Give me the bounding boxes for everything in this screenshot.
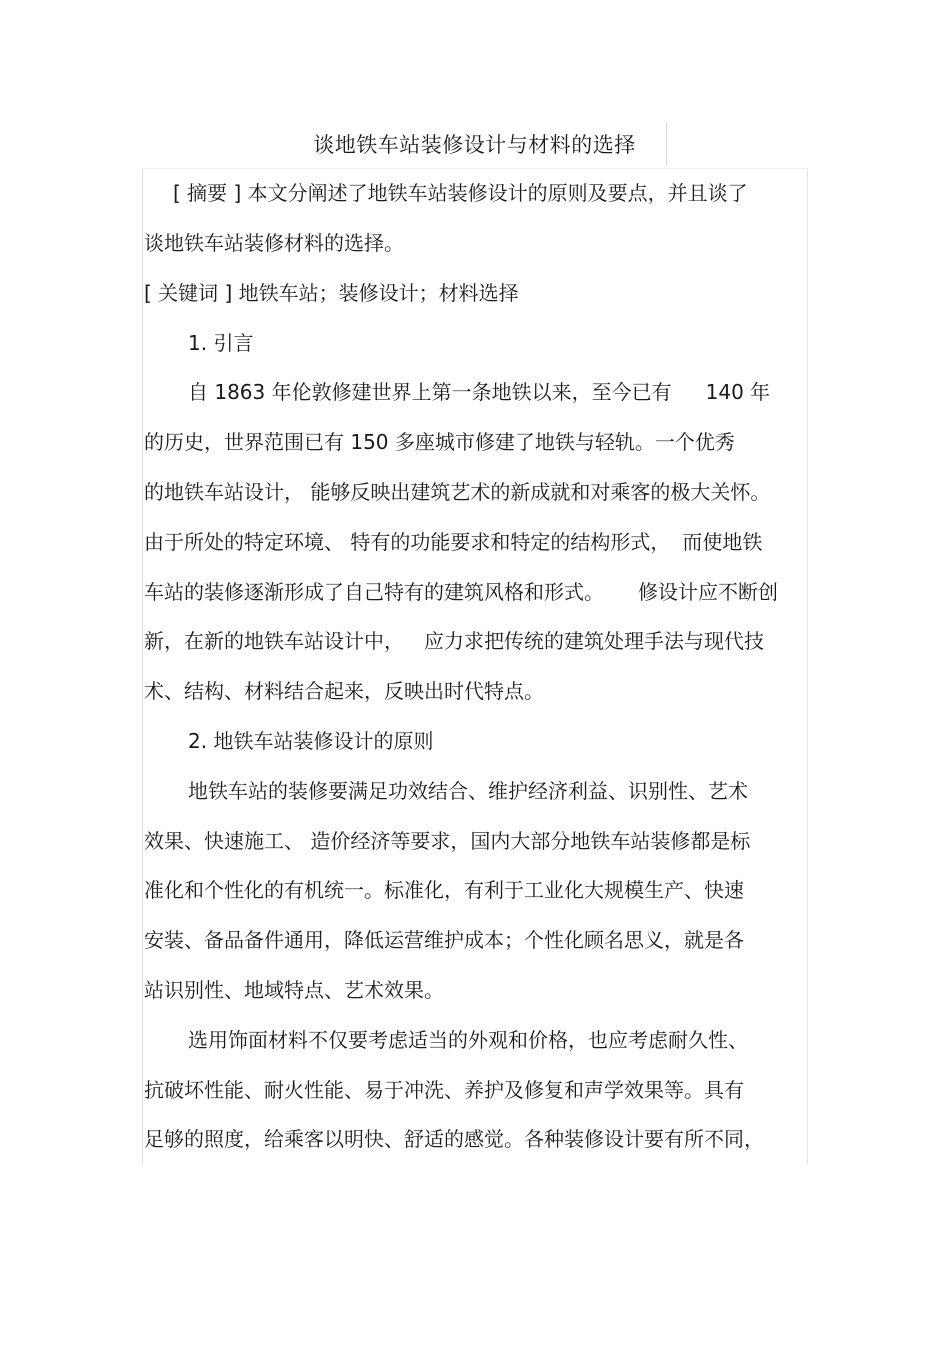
paragraph-text: 140 年: [705, 380, 771, 404]
paragraph-line: [144, 626, 764, 656]
paragraph-line: 选用饰面材料不仅要考虑适当的外观和价格，也应考虑耐久性、: [188, 1028, 748, 1052]
paragraph-line: 的历史，世界范围已有 150 多座城市修建了地铁与轻轨。一个优秀: [144, 430, 735, 454]
paragraph-text: 应力求把传统的建筑处理手法与现代技: [424, 629, 764, 653]
paragraph-line: 安装、备品备件通用，降低运营维护成本；个性化顾名思义，就是各: [144, 928, 744, 952]
paragraph-line: 准化和个性化的有机统一。标准化，有利于工业化大规模生产、快速: [144, 878, 744, 902]
paragraph-text: 而使地铁: [682, 530, 763, 554]
abstract-line-2: 谈地铁车站装修材料的选择。: [144, 231, 404, 255]
paragraph-line: 站识别性、地域特点、艺术效果。: [144, 978, 444, 1002]
paragraph-text: 新，在新的地铁车站设计中，: [144, 629, 404, 653]
document-title: 谈地铁车站装修设计与材料的选择: [313, 133, 636, 157]
paragraph-text: 修设计应不断创: [638, 580, 778, 604]
paragraph-line: 效果、快速施工、 造价经济等要求，国内大部分地铁车站装修都是标: [144, 829, 751, 853]
paragraph-line: [188, 377, 770, 407]
section1-heading: 1. 引言: [188, 331, 254, 355]
abstract-line-1: [ 摘要 ] 本文分阐述了地铁车站装修设计的原则及要点，并且谈了: [173, 181, 748, 205]
paragraph-line: 抗破坏性能、耐火性能、易于冲洗、养护及修复和声学效果等。具有: [144, 1078, 744, 1102]
keywords-line: [ 关键词 ] 地铁车站；装修设计；材料选择: [144, 281, 519, 305]
paragraph-line: [144, 527, 762, 557]
paragraph-line: [144, 577, 778, 607]
paragraph-line: 地铁车站的装修要满足功效结合、维护经济利益、识别性、艺术: [188, 779, 748, 803]
paragraph-line: 术、结构、材料结合起来，反映出时代特点。: [144, 679, 544, 703]
paragraph-text: 自 1863 年伦敦修建世界上第一条地铁以来，至今已有: [188, 380, 672, 404]
paragraph-line: 足够的照度，给乘客以明快、舒适的感觉。各种装修设计要有所不同，: [144, 1127, 764, 1151]
paragraph-text: 由于所处的特定环境、 特有的功能要求和特定的结构形式，: [144, 530, 671, 554]
body-frame-line: [142, 168, 808, 1164]
paragraph-line: 的地铁车站设计， 能够反映出建筑艺术的新成就和对乘客的极大关怀。: [144, 480, 771, 504]
section2-heading: 2. 地铁车站装修设计的原则: [188, 729, 434, 753]
paragraph-text: 车站的装修逐渐形成了自己特有的建筑风格和形式。: [144, 580, 604, 604]
